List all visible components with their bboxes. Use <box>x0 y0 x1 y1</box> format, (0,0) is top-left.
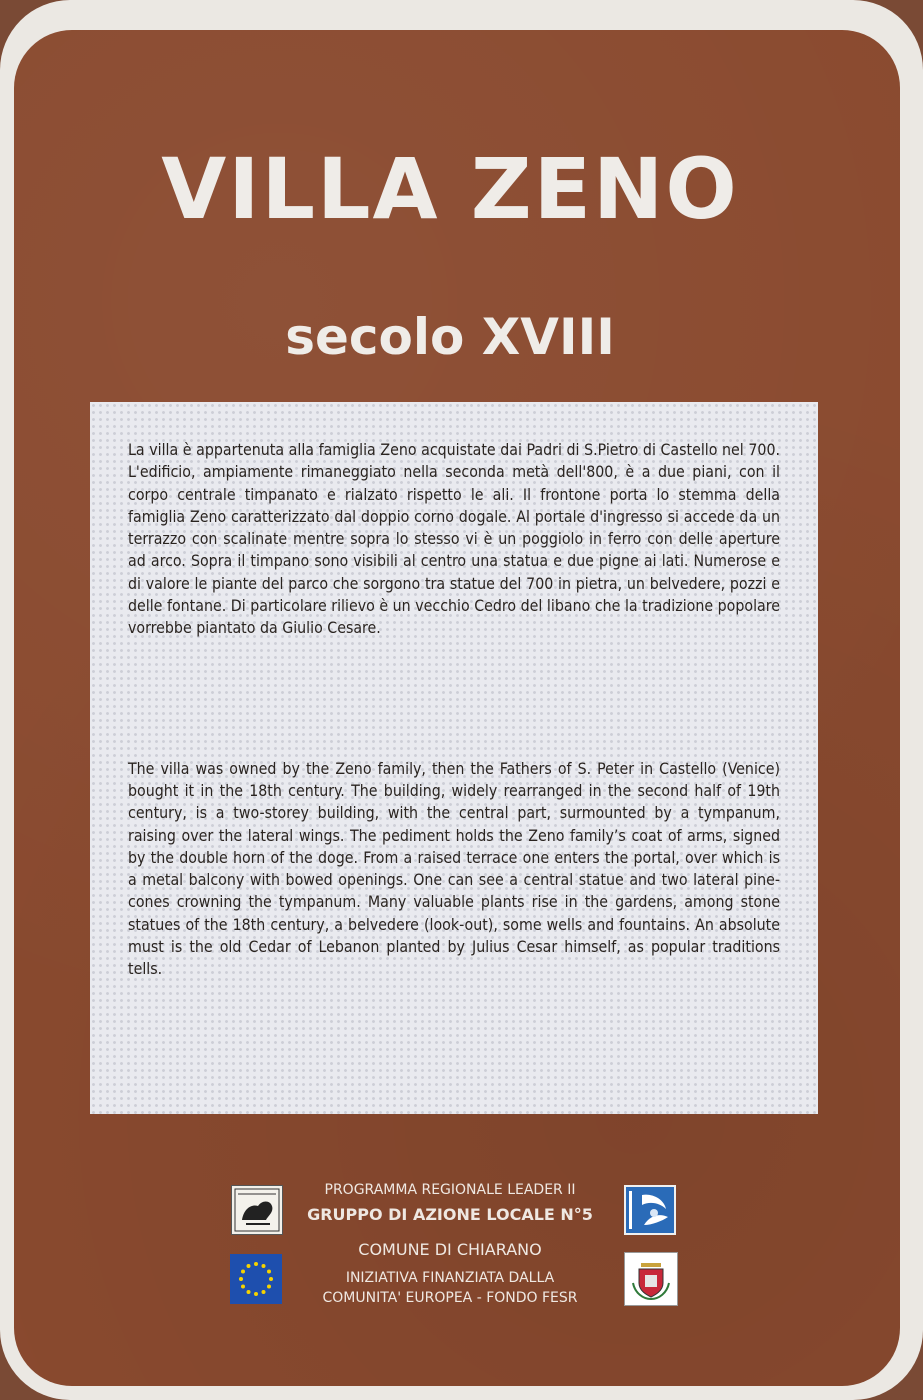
footer-program-line: PROGRAMMA REGIONALE LEADER II <box>324 1182 576 1198</box>
eu-flag-icon <box>230 1254 282 1304</box>
italian-paragraph: La villa è appartenuta alla famiglia Zeno acquistate dai Padri di S.Pietro di Castello nel 700. L'edificio, ampiamente rimaneggiato nella seconda metà dell'800, è a due piani, con il corpo centrale timpanato e rialzato rispetto le ali. Il frontone porta lo stemma della famiglia Zeno caratterizzato dal doppio corno dogale. Al portale d'ingresso si accede da un terrazzo con scalinate mentre sopra lo stesso vi è un poggiolo in ferro con delle aperture ad arco. Sopra il timpano sono visibili al centro una statua e due pigne ai lati. Numerose e di valore le piante del parco che sorgono tra statue del 700 in pietra, un belvedere, pozzi e delle fontane. Di particolare rilievo è un vecchio Cedro del libano che la tradizione popolare vorrebbe piantato da Giulio Cesare. <box>128 440 780 638</box>
regione-veneto-lion-logo <box>231 1185 283 1235</box>
footer-comune-line: COMUNE DI CHIARANO <box>358 1240 542 1259</box>
footer-funding-line: INIZIATIVA FINANZIATA DALLA <box>345 1270 555 1286</box>
footer-group-line: GRUPPO DI AZIONE LOCALE N°5 <box>307 1205 593 1224</box>
text-box <box>90 402 818 1114</box>
sign-subtitle: secolo XVIII <box>285 308 615 366</box>
english-paragraph: The villa was owned by the Zeno family, then the Fathers of S. Peter in Castello (Venice) bought it in the 18th century. The building, widely rearranged in the second half of 19th century, is a two-storey building, with the central part, surmounted by a tympanum, raising over the lateral wings. The pediment holds the Zeno family’s coat of arms, signed by the double horn of the doge. From a raised terrace one enters the portal, over which is a metal balcony with bowed openings. One can see a central statue and two lateral pine-cones crowning the tympanum. Many valuable plants rise in the gardens, among stone statues of the 18th century, a belvedere (look-out), some wells and fountains. An absolute must is the old Cedar of Lebanon planted by Julius Cesar himself, as popular traditions tells. <box>128 758 780 979</box>
leader-ii-logo <box>624 1185 676 1235</box>
sign-title: VILLA ZENO <box>161 140 739 238</box>
footer-eu-line: COMUNITA' EUROPEA - FONDO FESR <box>322 1290 578 1306</box>
comune-coat-of-arms-icon <box>624 1252 678 1306</box>
